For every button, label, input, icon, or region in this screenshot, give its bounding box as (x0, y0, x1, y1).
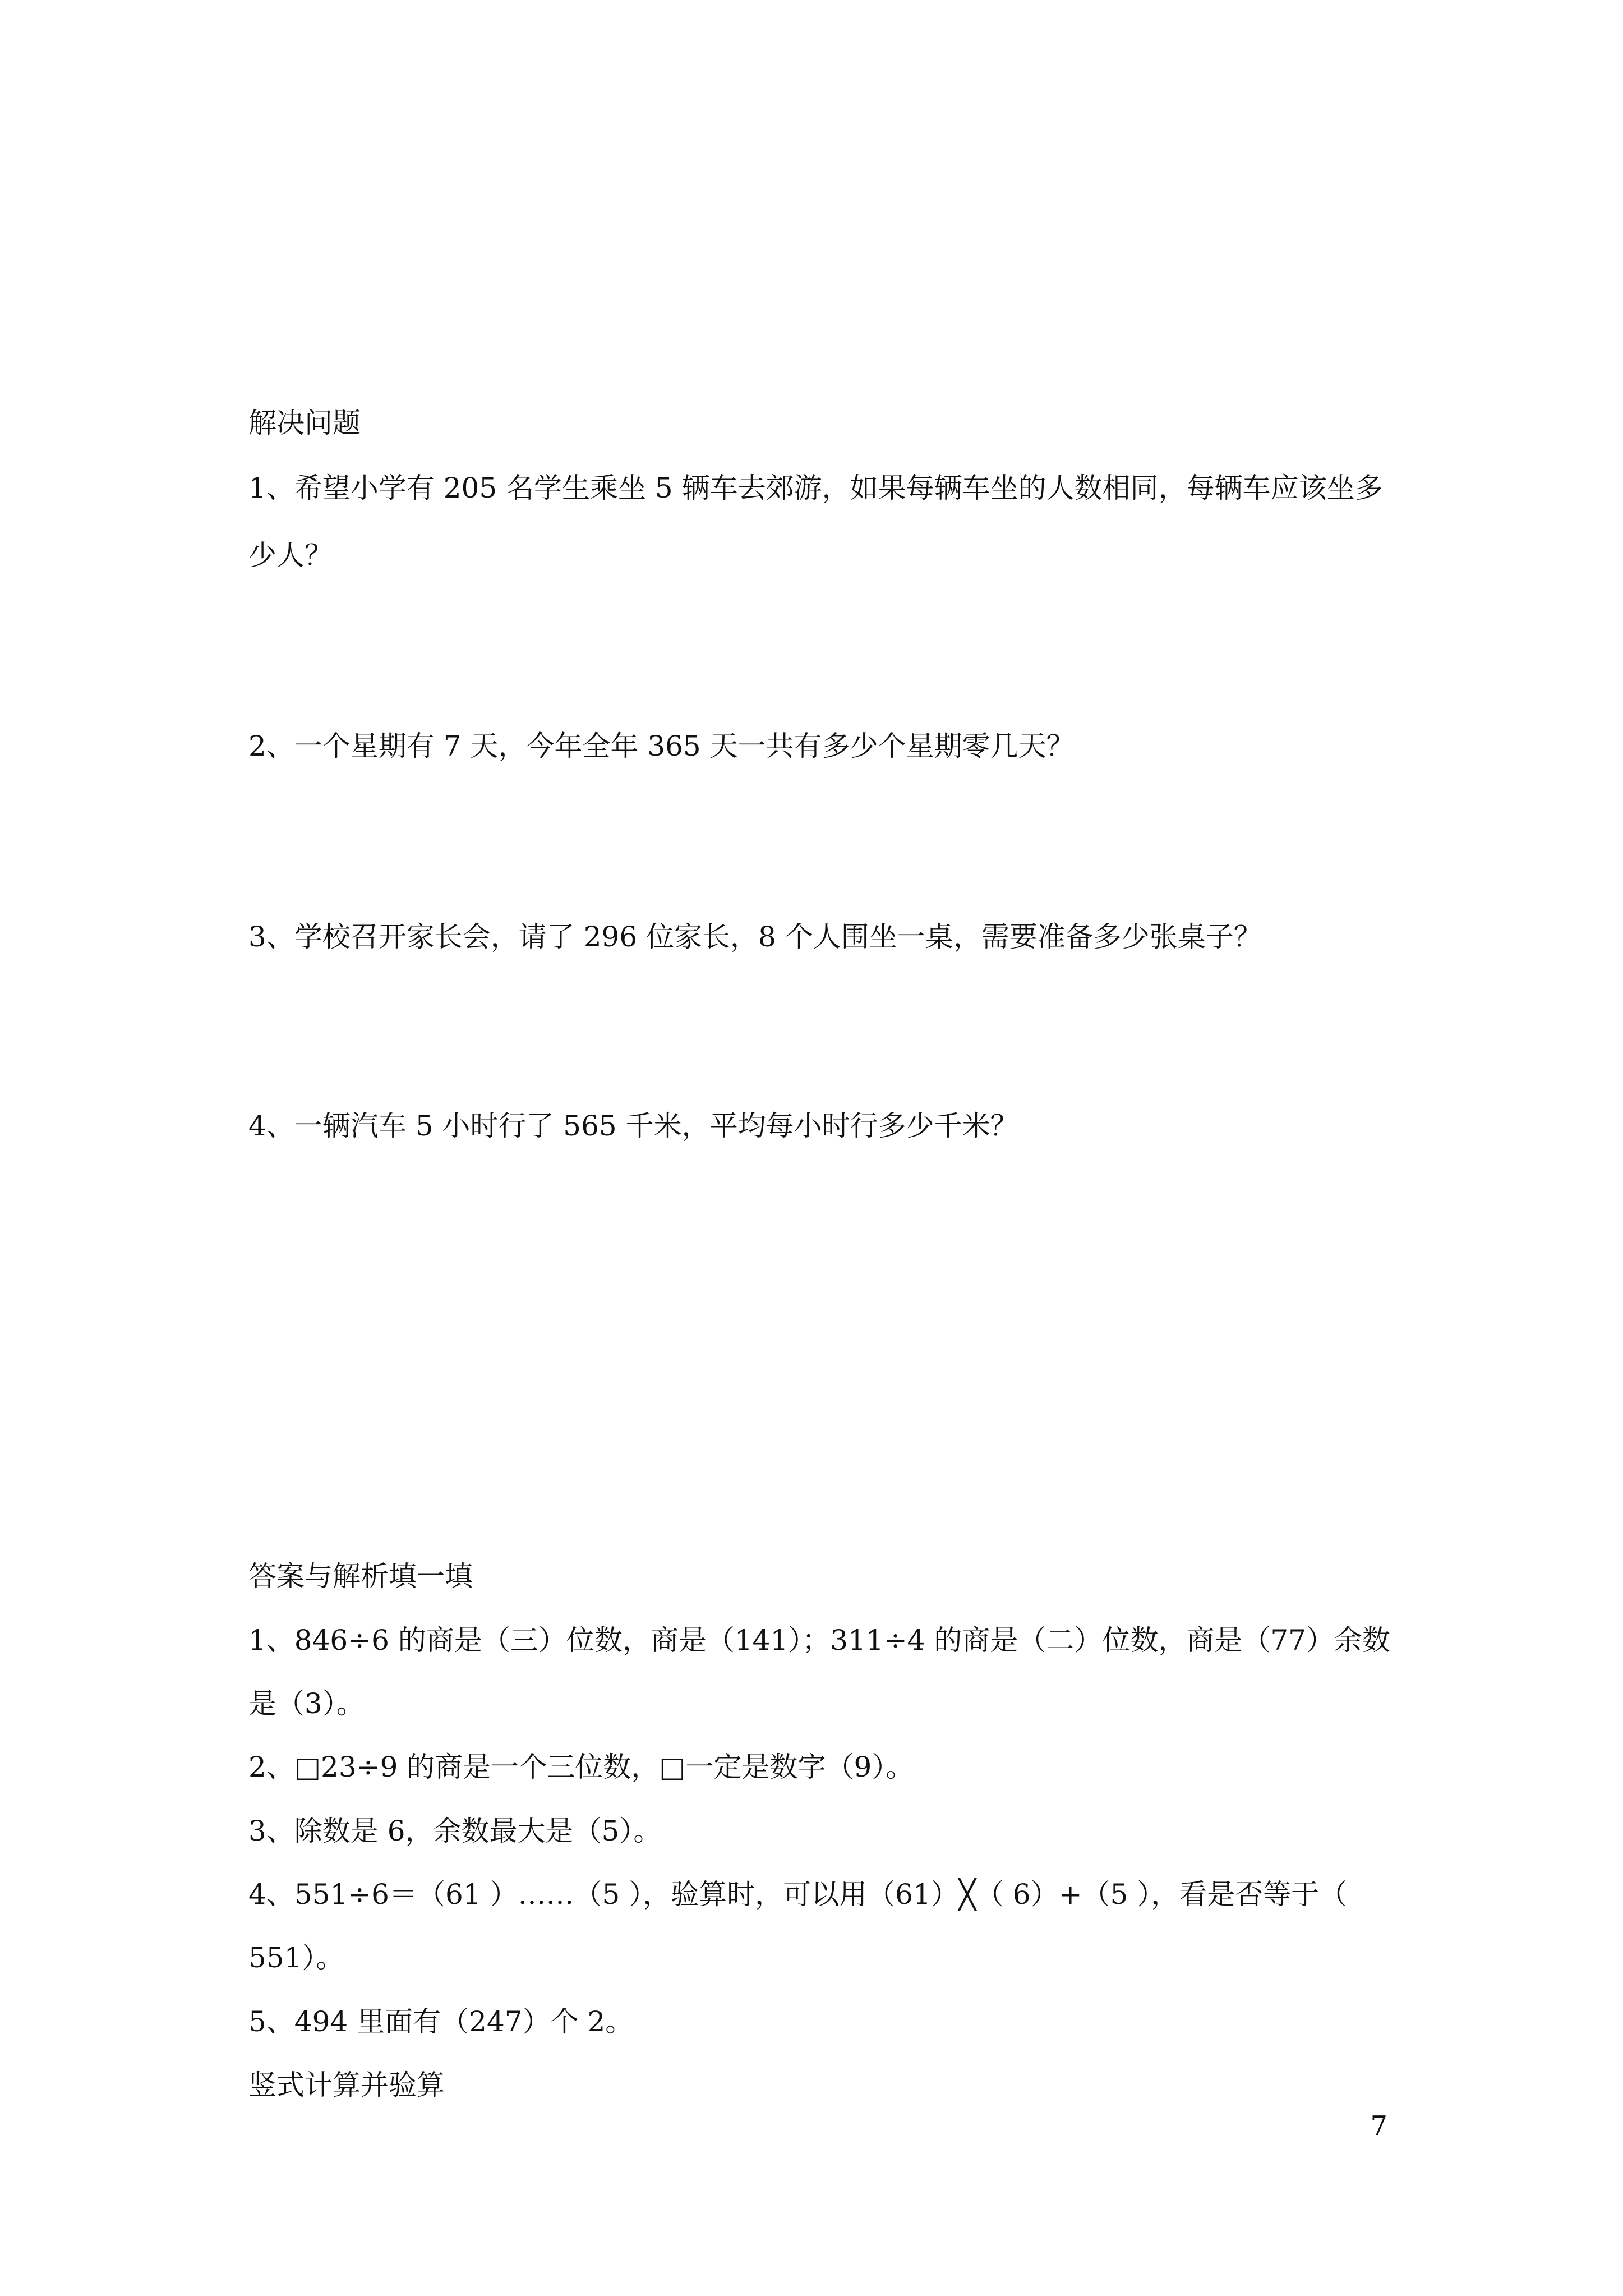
answer-1-line-1: 1、846÷6 的商是（三）位数，商是（141）；311÷4 的商是（二）位数，商是（77）余数 (248, 1624, 1390, 1657)
question-1-line-2: 少人？ (248, 539, 333, 572)
answer-1-line-2: 是（3）。 (248, 1687, 365, 1720)
page-number: 7 (1370, 2110, 1387, 2142)
question-2: 2、一个星期有 7 天，今年全年 365 天一共有多少个星期零几天？ (248, 730, 1075, 762)
answer-3: 3、除数是 6，余数最大是（5）。 (248, 1815, 662, 1847)
section-heading-answers: 答案与解析填一填 (248, 1560, 473, 1593)
question-3: 3、学校召开家长会，请了 296 位家长，8 个人围坐一桌，需要准备多少张桌子？ (248, 921, 1262, 953)
question-1-line-1: 1、希望小学有 205 名学生乘坐 5 辆车去郊游，如果每辆车坐的人数相同，每辆车应该坐多 (248, 472, 1383, 504)
answer-4-line-1: 4、551÷6＝（61 ）……（5 ），验算时，可以用（61）╳（ 6）+（5 ），看是否等于（ (248, 1878, 1348, 1911)
answer-4-line-2: 551）。 (248, 1941, 344, 1974)
answer-5: 5、494 里面有（247）个 2。 (248, 2005, 634, 2038)
section-heading-vertical-calculation: 竖式计算并验算 (248, 2069, 445, 2101)
question-4: 4、一辆汽车 5 小时行了 565 千米，平均每小时行多少千米？ (248, 1110, 1018, 1142)
answer-2: 2、□23÷9 的商是一个三位数，□一定是数字（9）。 (248, 1751, 914, 1783)
section-heading-problems: 解决问题 (248, 407, 361, 439)
